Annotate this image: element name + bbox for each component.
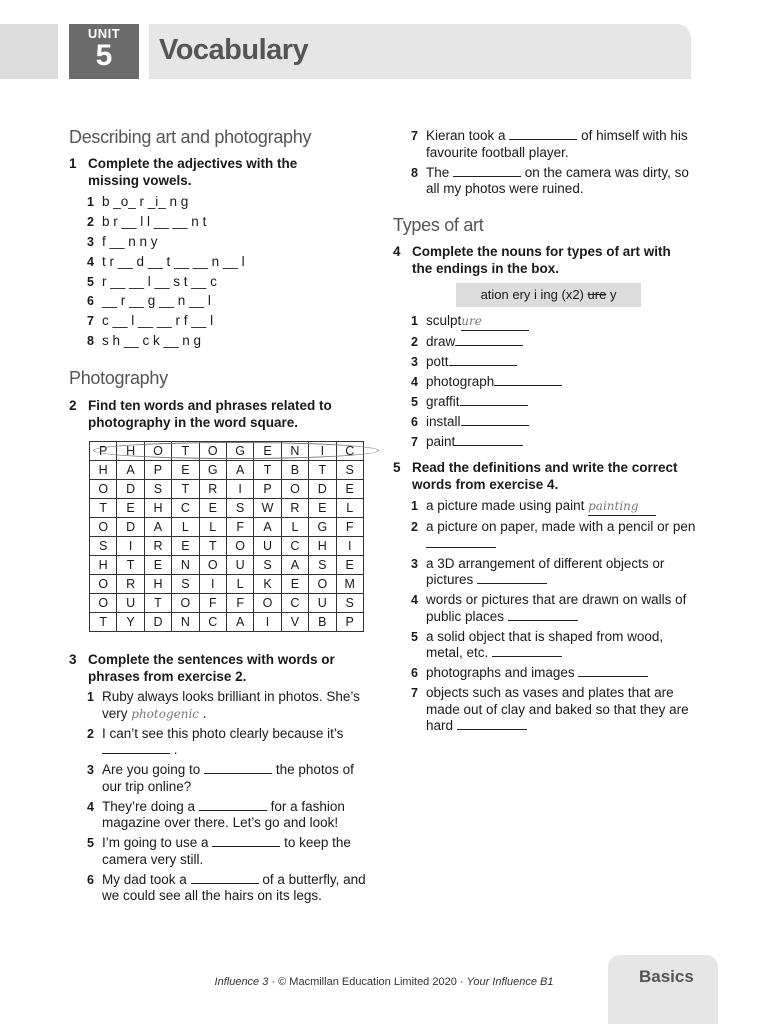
exercise-number: 5 (393, 460, 401, 475)
grid-row (90, 518, 364, 537)
footer-section-label: Basics (639, 967, 694, 986)
answer-blank[interactable] (199, 810, 267, 811)
grid-cell: O (144, 442, 171, 461)
item-text: a picture made using paint (426, 498, 589, 513)
item-text-start: I can’t see this photo clearly because it’s (102, 725, 344, 741)
word-stem: draw (426, 334, 456, 349)
grid-cell: O (281, 480, 308, 499)
grid-cell: S (172, 575, 199, 594)
exercise-number: 4 (393, 244, 401, 259)
answer-blank[interactable] (453, 176, 521, 177)
unit-badge (69, 24, 139, 79)
grid-cell: S (309, 556, 336, 575)
grid-cell: E (281, 575, 308, 594)
list-item (87, 313, 307, 330)
item-number: 7 (87, 314, 94, 329)
instruction-text: Read the definitions and write the correct words from exercise 4. (412, 460, 678, 492)
grid-cell: R (117, 575, 144, 594)
item-text-end: . (170, 742, 178, 757)
grid-cell: G (199, 461, 226, 480)
grid-cell: E (336, 556, 363, 575)
item-number: 5 (87, 274, 94, 289)
answer-blank[interactable] (477, 583, 547, 584)
grid-cell: S (144, 480, 171, 499)
handwritten-answer: painting (588, 499, 639, 513)
grid-cell: F (199, 594, 226, 613)
item-text: photographs and images (426, 665, 579, 680)
list-item (87, 689, 377, 722)
grid-row (90, 613, 364, 632)
grid-cell: O (199, 556, 226, 575)
grid-cell: L (281, 518, 308, 537)
answer-blank[interactable] (578, 676, 648, 677)
grid-cell: O (90, 594, 117, 613)
item-number: 2 (87, 214, 94, 229)
grid-cell: O (226, 537, 253, 556)
item-text-start: I’m going to use a (102, 835, 213, 850)
grid-cell: I (226, 480, 253, 499)
item-number: 1 (87, 690, 94, 704)
item-number: 7 (411, 686, 418, 700)
item-number: 3 (411, 556, 418, 571)
grid-cell: R (199, 480, 226, 499)
grid-cell: W (254, 499, 281, 518)
item-text-start: My dad took a (102, 871, 191, 887)
item-text: objects such as vases and plates that are made out of clay and baked so that they are hard (426, 685, 689, 733)
grid-cell: E (336, 480, 363, 499)
item-text: a picture on paper, made with a pencil or pen (426, 519, 696, 534)
grid-cell: L (226, 575, 253, 594)
item-text: c __ l __ __ r f __ l (102, 313, 214, 329)
item-number: 5 (411, 629, 418, 644)
item-number: 4 (411, 593, 418, 607)
item-text: b _o_ r _i_ n g (102, 194, 189, 209)
item-text-end: . (199, 705, 207, 721)
grid-cell: F (336, 518, 363, 537)
item-text-start: Are you going to (102, 762, 205, 777)
item-text: t r __ d __ t __ __ n __ l (102, 253, 245, 269)
grid-cell: A (144, 518, 171, 537)
list-item (411, 374, 661, 391)
answer-blank[interactable] (212, 846, 280, 847)
grid-cell: N (281, 442, 308, 461)
grid-cell: A (117, 461, 144, 480)
handwritten-answer: photogenic (131, 706, 200, 721)
answer-blank[interactable] (191, 883, 259, 884)
grid-cell: T (199, 537, 226, 556)
grid-cell: A (226, 461, 253, 480)
grid-cell: B (281, 461, 308, 480)
list-item (87, 234, 307, 251)
grid-cell: D (117, 518, 144, 537)
item-text: b r __ l l __ __ n t (102, 213, 207, 229)
answer-blank[interactable] (492, 656, 562, 657)
word-box-ending-y: y (609, 287, 617, 302)
grid-cell: C (281, 537, 308, 556)
grid-cell: S (254, 556, 281, 575)
grid-cell: D (144, 613, 171, 632)
grid-cell: E (172, 537, 199, 556)
list-item (411, 414, 661, 431)
grid-cell: T (172, 480, 199, 499)
grid-cell: T (254, 461, 281, 480)
grid-cell: P (90, 442, 117, 461)
handwritten-answer: ure (461, 314, 482, 328)
grid-cell: I (254, 613, 281, 632)
word-stem: install (426, 414, 461, 429)
grid-cell: T (117, 556, 144, 575)
grid-cell: R (281, 499, 308, 518)
item-number: 2 (411, 520, 418, 534)
unit-number: 5 (95, 39, 113, 72)
list-item (411, 498, 696, 516)
exercise-1-instruction (69, 155, 319, 189)
grid-cell: D (309, 480, 336, 499)
item-text-end: of a butterfly, and we could see all the hairs on its legs. (102, 871, 366, 903)
item-text-start: The (426, 164, 454, 180)
answer-blank[interactable] (102, 753, 170, 754)
grid-cell: K (254, 575, 281, 594)
item-text-start: Ruby always looks brilliant in photos. She’s very (102, 689, 360, 721)
exercise-5-list (411, 498, 696, 738)
grid-cell: E (117, 499, 144, 518)
list-item (411, 394, 661, 411)
item-number: 7 (411, 435, 418, 449)
grid-cell: P (254, 480, 281, 499)
instruction-text: Complete the nouns for types of art with the endings in the box. (412, 244, 671, 276)
item-text: f __ n n y (102, 233, 158, 249)
answer-blank[interactable] (457, 729, 527, 730)
grid-cell: A (254, 518, 281, 537)
exercise-2-instruction (69, 397, 359, 431)
footer-book-title: Influence 3 (214, 976, 269, 988)
word-stem: pott (426, 354, 449, 369)
list-item (87, 872, 377, 905)
word-stem: graffit (426, 394, 460, 409)
grid-cell: U (226, 556, 253, 575)
word-box-endings: ation ery i ing (x2) (480, 287, 584, 302)
grid-cell: F (226, 518, 253, 537)
list-item (87, 726, 377, 759)
item-number: 6 (87, 294, 94, 309)
grid-cell: O (90, 575, 117, 594)
grid-cell: S (90, 537, 117, 556)
list-item (411, 629, 696, 662)
list-item (87, 194, 307, 211)
grid-cell: I (117, 537, 144, 556)
grid-cell: I (309, 442, 336, 461)
grid-cell: C (172, 499, 199, 518)
item-text-end: of himself with his favourite football player. (426, 128, 688, 160)
item-number: 1 (87, 195, 94, 209)
exercise-number: 1 (69, 156, 77, 171)
list-item (87, 214, 307, 231)
list-item (411, 313, 661, 331)
answer-blank[interactable] (204, 773, 272, 774)
item-number: 1 (411, 314, 418, 328)
grid-cell: O (90, 518, 117, 537)
grid-cell: H (117, 442, 144, 461)
grid-cell: I (336, 537, 363, 556)
footer-section-tab (608, 955, 718, 1024)
exercise-number: 3 (69, 652, 77, 667)
grid-cell: O (309, 575, 336, 594)
item-number: 6 (411, 666, 418, 680)
grid-cell: E (144, 556, 171, 575)
exercise-1-list (87, 194, 307, 353)
list-item (411, 665, 696, 682)
grid-cell: C (336, 442, 363, 461)
answer-blank[interactable] (508, 620, 578, 621)
item-number: 6 (411, 415, 418, 429)
list-item (87, 333, 307, 350)
grid-cell: E (199, 499, 226, 518)
item-text: r __ __ l __ s t __ c (102, 273, 217, 289)
grid-cell: O (254, 594, 281, 613)
list-item (411, 165, 701, 198)
answer-blank[interactable] (426, 547, 496, 548)
list-item (87, 254, 307, 271)
footer-copyright: · © Macmillan Education Limited 2020 · (268, 976, 467, 988)
item-text: a 3D arrangement of different objects or pictures (426, 555, 665, 587)
answer-blank[interactable] (449, 365, 517, 366)
exercise-4-instruction (393, 243, 693, 277)
grid-cell: E (254, 442, 281, 461)
exercise-3-list-continued (411, 128, 701, 201)
grid-cell: E (309, 499, 336, 518)
list-item (411, 354, 661, 371)
instruction-text: Find ten words and phrases related to photography in the word square. (88, 398, 332, 430)
grid-cell: L (172, 518, 199, 537)
grid-cell: T (90, 499, 117, 518)
answer-blank[interactable] (455, 345, 523, 346)
grid-cell: H (90, 556, 117, 575)
grid-cell: L (199, 518, 226, 537)
list-item (411, 128, 701, 161)
word-stem: paint (426, 434, 456, 449)
answer-blank[interactable] (461, 313, 529, 331)
list-item (411, 592, 696, 625)
exercise-3-list (87, 689, 377, 908)
item-number: 2 (411, 335, 418, 349)
grid-row (90, 594, 364, 613)
header-left-tab (0, 24, 58, 79)
grid-cell: H (144, 575, 171, 594)
grid-cell: E (172, 461, 199, 480)
answer-blank[interactable] (455, 445, 523, 446)
list-item (411, 334, 661, 351)
item-text-end: the photos of our trip online? (102, 762, 354, 794)
item-number: 8 (411, 165, 418, 180)
grid-cell: Y (117, 613, 144, 632)
list-item (411, 519, 696, 552)
grid-cell: H (309, 537, 336, 556)
item-text: a solid object that is shaped from wood, metal, etc. (426, 628, 664, 660)
grid-cell: S (336, 461, 363, 480)
list-item (411, 556, 696, 589)
grid-cell: R (144, 537, 171, 556)
grid-row (90, 480, 364, 499)
item-number: 4 (87, 254, 94, 269)
exercise-4-list (411, 313, 661, 454)
grid-row (90, 499, 364, 518)
item-number: 6 (87, 872, 94, 887)
grid-cell: M (336, 575, 363, 594)
grid-cell: I (199, 575, 226, 594)
word-stem: photograph (426, 374, 495, 389)
item-number: 7 (411, 129, 418, 143)
item-text: __ r __ g __ n __ l (102, 293, 211, 309)
grid-cell: U (309, 594, 336, 613)
section-heading-photography: Photography (69, 368, 168, 388)
section-heading-describing-art: Describing art and photography (69, 127, 312, 147)
circled-answer (93, 442, 379, 459)
item-number: 8 (87, 334, 94, 349)
item-number: 4 (87, 799, 94, 814)
answer-blank[interactable] (588, 498, 656, 516)
exercise-3-instruction (69, 651, 359, 685)
section-heading-types-of-art: Types of art (393, 215, 484, 235)
item-text-end: for a fashion magazine over there. Let’s go and look! (102, 798, 345, 830)
list-item (87, 799, 377, 832)
grid-cell: H (144, 499, 171, 518)
item-text: words or pictures that are drawn on walls of public places (426, 592, 687, 624)
footer-series: Your Influence B1 (466, 976, 554, 988)
grid-cell: F (226, 594, 253, 613)
grid-row (90, 575, 364, 594)
grid-row (90, 537, 364, 556)
grid-row (90, 556, 364, 575)
word-square (89, 441, 364, 632)
grid-cell: G (309, 518, 336, 537)
answer-blank[interactable] (494, 385, 562, 386)
grid-cell: U (117, 594, 144, 613)
grid-cell: P (144, 461, 171, 480)
exercise-number: 2 (69, 398, 77, 413)
grid-cell: U (254, 537, 281, 556)
list-item (87, 274, 307, 291)
item-text-end: on the camera was dirty, so all my photos were ruined. (426, 164, 689, 196)
grid-cell: T (172, 442, 199, 461)
grid-cell: V (281, 613, 308, 632)
item-text-start: They’re doing a (102, 798, 199, 814)
unit-label: UNIT (87, 26, 121, 41)
item-number: 3 (87, 234, 94, 249)
grid-cell: O (172, 594, 199, 613)
grid-cell: L (336, 499, 363, 518)
grid-cell: A (226, 613, 253, 632)
word-box (456, 283, 641, 307)
instruction-text: Complete the adjectives with the missing vowels. (88, 156, 298, 188)
item-number: 5 (411, 395, 418, 409)
grid-cell: C (199, 613, 226, 632)
title-bar (149, 24, 691, 79)
grid-cell: S (226, 499, 253, 518)
item-number: 5 (87, 836, 94, 850)
grid-cell: A (281, 556, 308, 575)
grid-cell: P (336, 613, 363, 632)
grid-cell: C (281, 594, 308, 613)
item-number: 2 (87, 726, 94, 741)
grid-cell: N (172, 613, 199, 632)
list-item (87, 835, 377, 868)
word-box-struck-ending: ure (587, 287, 607, 302)
item-number: 1 (411, 499, 418, 513)
list-item (87, 762, 377, 795)
item-number: 3 (87, 763, 94, 777)
grid-cell: O (199, 442, 226, 461)
grid-cell: H (90, 461, 117, 480)
grid-cell: T (309, 461, 336, 480)
page-title: Vocabulary (159, 34, 309, 66)
grid-cell: B (309, 613, 336, 632)
grid-cell: D (117, 480, 144, 499)
grid-cell: T (90, 613, 117, 632)
grid-cell: O (90, 480, 117, 499)
grid-cell: T (144, 594, 171, 613)
grid-cell: N (172, 556, 199, 575)
word-stem: sculpt (426, 313, 462, 328)
exercise-5-instruction (393, 459, 693, 493)
list-item (411, 685, 696, 735)
item-number: 3 (411, 355, 418, 369)
grid-row (90, 461, 364, 480)
item-text: s h __ c k __ n g (102, 333, 202, 349)
instruction-text: Complete the sentences with words or phrases from exercise 2. (88, 652, 335, 684)
answer-blank[interactable] (509, 139, 577, 140)
grid-cell: S (336, 594, 363, 613)
item-text-start: Kieran took a (426, 128, 510, 143)
item-number: 4 (411, 375, 418, 389)
answer-blank[interactable] (461, 425, 529, 426)
item-text-end: to keep the camera very still. (102, 835, 351, 867)
answer-blank[interactable] (460, 405, 528, 406)
grid-cell: G (226, 442, 253, 461)
list-item (87, 293, 307, 310)
list-item (411, 434, 661, 451)
